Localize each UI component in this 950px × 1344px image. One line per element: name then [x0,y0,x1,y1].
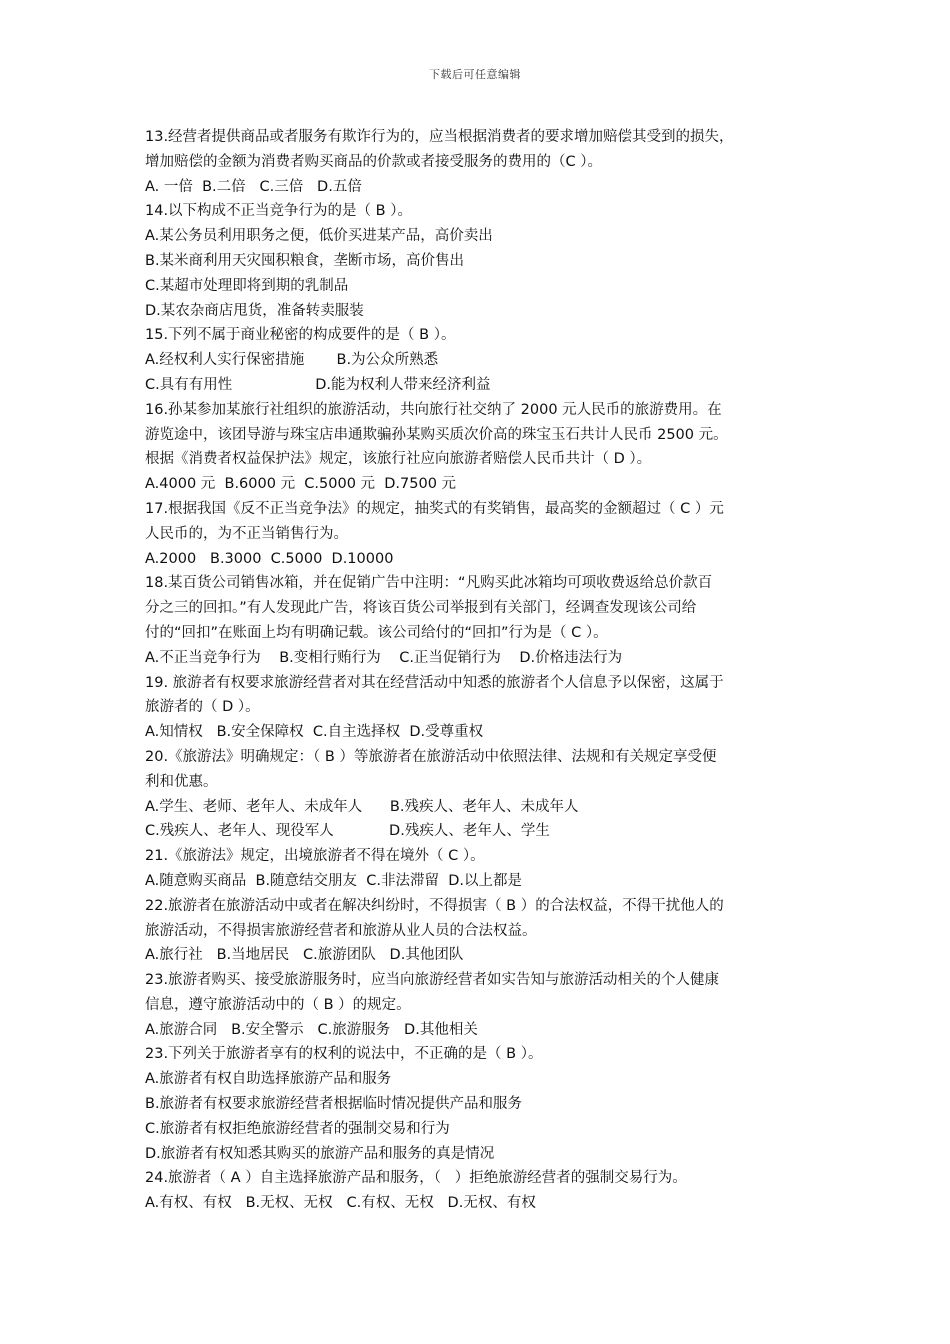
question-14-option-a: A.某公务员利用职务之便，低价买进某产品，高价卖出 [145,228,493,245]
question-22-text: 22.旅游者在旅游活动中或者在解决纠纷时，不得损害（ B ）的合法权益，不得干扰他人的 [145,897,724,914]
question-23b-option-d: D.旅游者有权知悉其购买的旅游产品和服务的真是情况 [145,1145,495,1162]
question-22-text-cont: 旅游活动，不得损害旅游经营者和旅游从业人员的合法权益。 [145,922,537,939]
question-15-options-cd: C.具有有用性 D.能为权利人带来经济利益 [145,376,491,393]
question-20-options-ab: A.学生、老师、老年人、未成年人 B.残疾人、老年人、未成年人 [145,798,579,815]
question-14-option-c: C.某超市处理即将到期的乳制品 [145,277,349,294]
question-23b-option-c: C.旅游者有权拒绝旅游经营者的强制交易和行为 [145,1120,450,1137]
question-13-text: 13.经营者提供商品或者服务有欺诈行为的，应当根据消费者的要求增加赔偿其受到的损失， [145,129,734,145]
question-18-text: 18.某百货公司销售冰箱，并在促销广告中注明：“凡购买此冰箱均可项收费返给总价款百 [145,575,713,592]
question-20-text: 20.《旅游法》明确规定：（ B ）等旅游者在旅游活动中依照法律、法规和有关规定享受便 [145,748,717,765]
question-15-text: 15.下列不属于商业秘密的构成要件的是（ B ）。 [145,327,456,344]
question-17-text-cont: 人民币的，为不正当销售行为。 [145,525,348,542]
question-20-text-cont: 利和优惠。 [145,773,218,790]
question-13-text-cont: 增加赔偿的金额为消费者购买商品的价款或者接受服务的费用的（C ）。 [145,153,602,170]
question-21-options: A.随意购买商品 B.随意结交朋友 C.非法滞留 D.以上都是 [145,872,522,889]
question-19-options: A.知情权 B.安全保障权 C.自主选择权 D.受尊重权 [145,724,484,741]
question-16-text-cont: 游览途中，该团导游与珠宝店串通欺骗孙某购买质次价高的珠宝玉石共计人民币 2500 元。 [145,426,728,443]
question-13-options: A. 一倍 B.二倍 C.三倍 D.五倍 [145,178,362,195]
question-23-text: 23.旅游者购买、接受旅游服务时，应当向旅游经营者如实告知与旅游活动相关的个人健康 [145,972,720,989]
question-23b-text: 23.下列关于旅游者享有的权利的说法中，不正确的是（ B ）。 [145,1046,543,1063]
question-17-options: A.2000 B.3000 C.5000 D.10000 [145,550,394,567]
question-23-options: A.旅游合同 B.安全警示 C.旅游服务 D.其他相关 [145,1021,478,1038]
question-22-options: A.旅行社 B.当地居民 C.旅游团队 D.其他团队 [145,947,464,964]
question-20-options-cd: C.残疾人、老年人、现役军人 D.残疾人、老年人、学生 [145,823,550,840]
question-15-options-ab: A.经权利人实行保密措施 B.为公众所熟悉 [145,352,439,369]
question-19-text: 19. 旅游者有权要求旅游经营者对其在经营活动中知悉的旅游者个人信息予以保密，这属于 [145,674,724,691]
page-header: 下载后可任意编辑 [429,68,521,81]
question-14-text: 14.以下构成不正当竞争行为的是（ B ）。 [145,203,412,220]
question-18-text-cont: 分之三的回扣。”有人发现此广告，将该百货公司举报到有关部门，经调查发现该公司给 [145,600,697,617]
question-14-option-b: B.某米商利用天灾囤积粮食，垄断市场，高价售出 [145,252,465,269]
question-16-text: 16.孙某参加某旅行社组织的旅游活动，共向旅行社交纳了 2000 元人民币的旅游费用。在 [145,401,722,418]
question-16-options: A.4000 元 B.6000 元 C.5000 元 D.7500 元 [145,476,457,493]
question-23b-option-a: A.旅游者有权自助选择旅游产品和服务 [145,1071,392,1088]
question-23-text-cont: 信息，遵守旅游活动中的（ B ）的规定。 [145,996,411,1013]
question-17-text: 17.根据我国《反不正当竞争法》的规定，抽奖式的有奖销售，最高奖的金额超过（ C ）元 [145,500,724,517]
question-24-text: 24.旅游者（ A ）自主选择旅游产品和服务，（ ）拒绝旅游经营者的强制交易行为。 [145,1170,687,1187]
document-body [145,125,815,1216]
question-21-text: 21.《旅游法》规定，出境旅游者不得在境外（ C ）。 [145,848,485,865]
question-16-text-cont-2: 根据《消费者权益保护法》规定，该旅行社应向旅游者赔偿人民币共计（ D ）。 [145,451,652,468]
question-19-text-cont: 旅游者的（ D ）。 [145,699,260,716]
question-23b-option-b: B.旅游者有权要求旅游经营者根据临时情况提供产品和服务 [145,1096,523,1113]
question-24-options: A.有权、有权 B.无权、无权 C.有权、无权 D.无权、有权 [145,1195,536,1212]
question-18-options: A.不正当竞争行为 B.变相行贿行为 C.正当促销行为 D.价格违法行为 [145,649,623,666]
question-14-option-d: D.某农杂商店甩货，准备转卖服装 [145,302,364,319]
question-18-text-cont-2: 付的“回扣”在账面上均有明确记载。该公司给付的“回扣”行为是（ C ）。 [145,624,608,641]
